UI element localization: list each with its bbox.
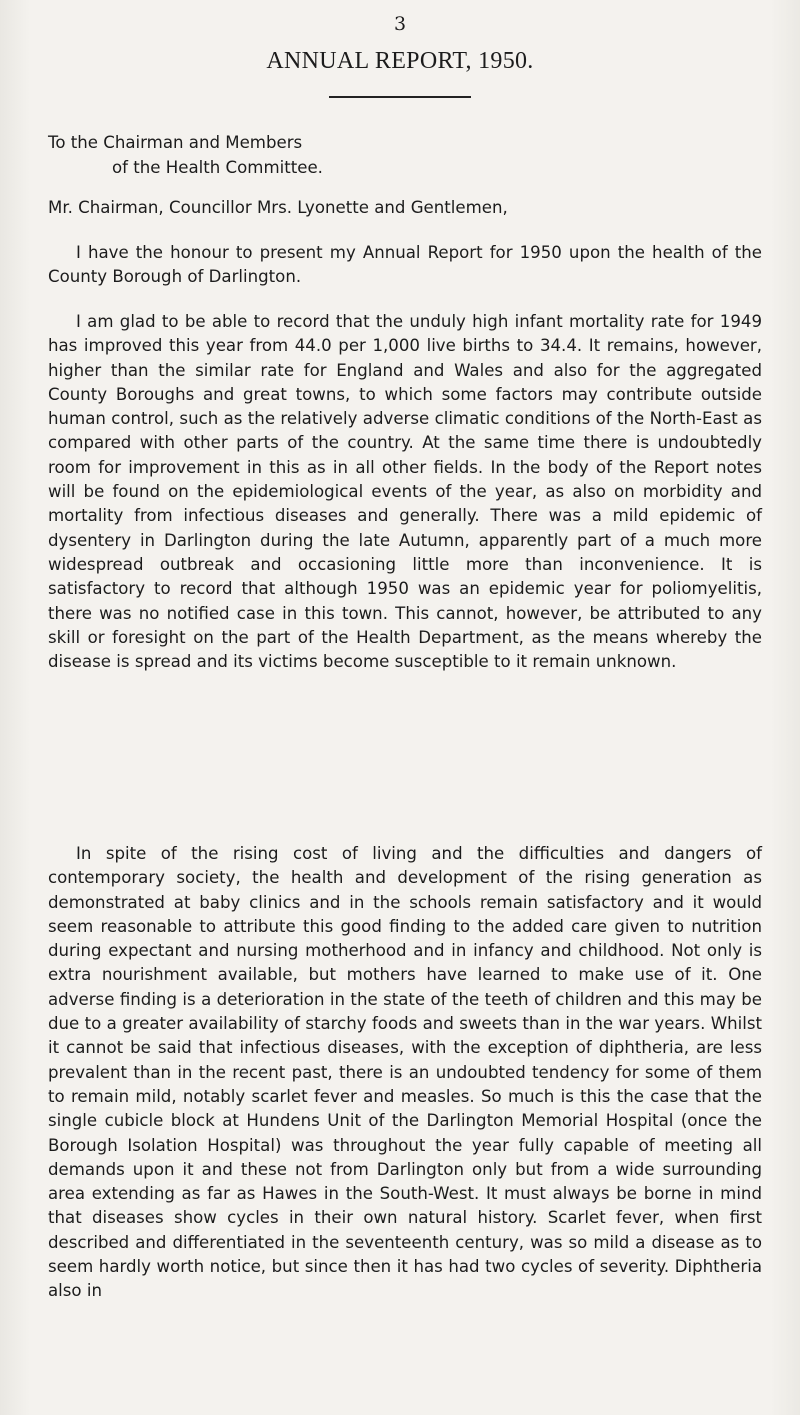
- title-divider: [329, 96, 471, 98]
- salutation: Mr. Chairman, Councillor Mrs. Lyonette and Gentlemen,: [48, 198, 508, 217]
- report-title: ANNUAL REPORT, 1950.: [266, 48, 534, 74]
- paragraph-infant-mortality: I am glad to be able to record that the unduly high infant mortality rate for 1949 has improved this year from 44.0 per 1,000 live births to 34.4. It remains, however, higher than the similar rate for England and Wales and also for the aggregated County Boroughs and great towns, to which some factors may contribute outside human control, such as the relatively adverse climatic conditions of the North-East as compared with other parts of the country. At the same time there is undoubtedly room for improvement in this as in all other fields. In the body of the Report notes will be found on the epidemiological events of the year, as also on morbidity and mortality from infectious diseases and generally. There was a mild epidemic of dysentery in Darlington during the late Autumn, apparently part of a much more widespread outbreak and occasioning little more than inconvenience. It is satisfactory to record that although 1950 was an epidemic year for poliomyelitis, there was no notified case in this town. This cannot, however, be attributed to any skill or foresight on the part of the Health Department, as the means whereby the disease is spread and its victims become susceptible to it remain unknown.: [48, 312, 762, 672]
- page-number: 3: [393, 13, 407, 35]
- address-line-2: of the Health Committee.: [112, 158, 323, 177]
- paragraph-intro: I have the honour to present my Annual Report for 1950 upon the health of the County Borough of Darlington.: [48, 243, 762, 287]
- paragraph-health-development: In spite of the rising cost of living and the difficulties and dangers of contemporary society, the health and development of the rising generation as demonstrated at baby clinics and in the schools remain satisfactory and it would seem reasonable to attribute this good finding to the added care given to nutrition during expectant and nursing motherhood and in infancy and childhood. Not only is extra nourishment available, but mothers have learned to make use of it. One adverse finding is a deterioration in the state of the teeth of children and this may be due to a greater availability of starchy foods and sweets than in the war years. Whilst it cannot be said that infectious diseases, with the exception of diphtheria, are less prevalent than in the recent past, there is an undoubted tendency for some of them to remain mild, notably scarlet fever and measles. So much is this the case that the single cubicle block at Hundens Unit of the Darlington Memorial Hospital (once the Borough Isolation Hospital) was throughout the year fully capable of meeting all demands upon it and these not from Darlington only but from a wide surrounding area extending as far as Hawes in the South-West. It must always be borne in mind that diseases show cycles in their own natural history. Scarlet fever, when first described and differentiated in the seventeenth century, was so mild a disease as to seem hardly worth notice, but since then it has had two cycles of severity. Diphtheria also in: [48, 844, 762, 1301]
- address-line-1: To the Chairman and Members: [48, 133, 303, 152]
